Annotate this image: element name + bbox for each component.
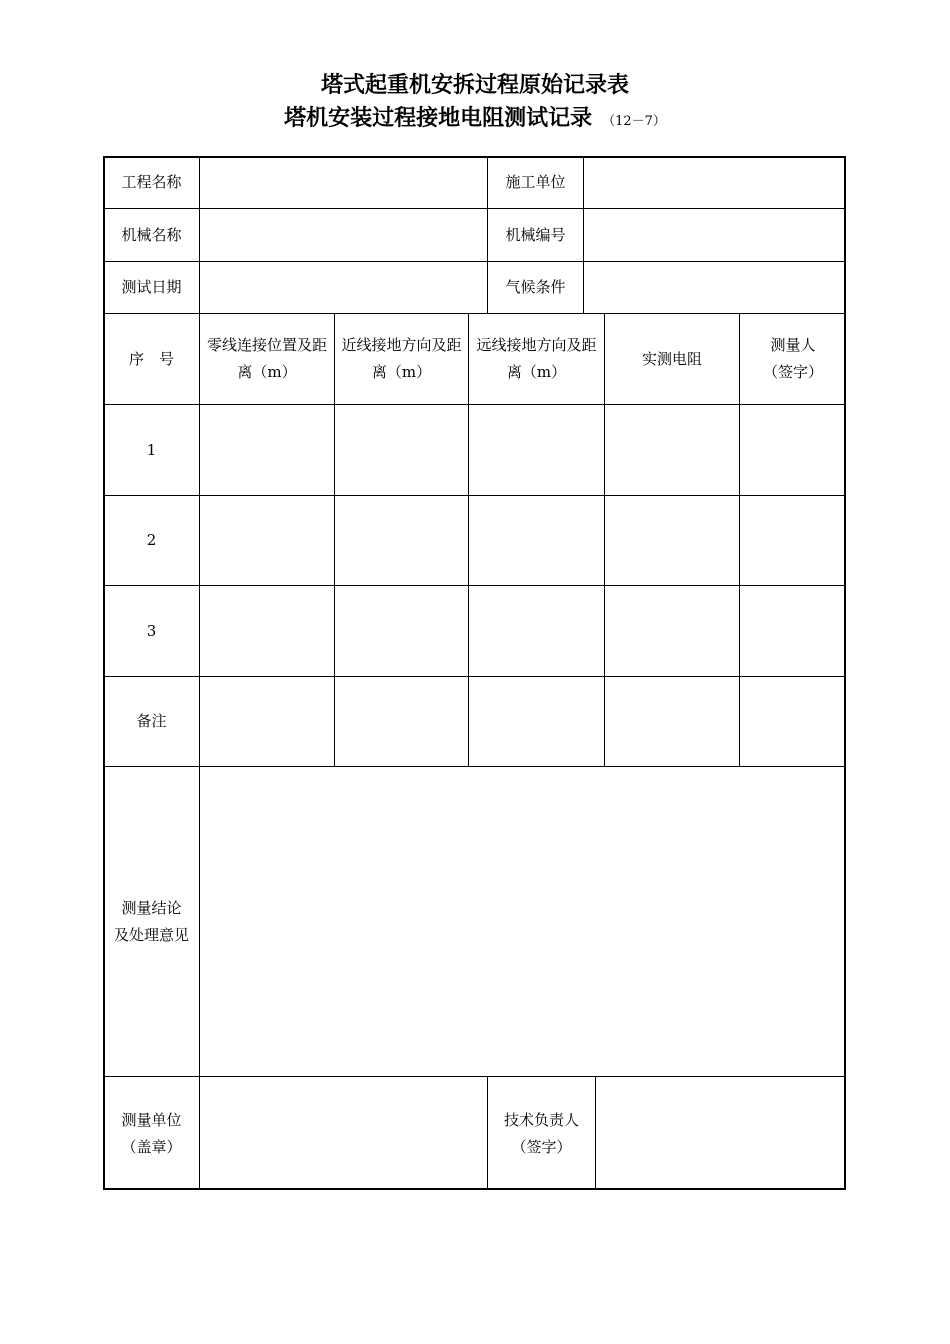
far-line-header-line1: 远线接地方向及距 [476,336,597,354]
far-line-header-line2: 离（m） [506,363,567,381]
tech-lead-signature-field[interactable] [596,1077,846,1190]
tech-lead-label-line1: 技术负责人 [503,1110,579,1129]
machine-name-label: 机械名称 [121,225,182,244]
measurer-header-line2: （签字） [762,363,823,381]
seq-header: 序 号 [128,349,174,368]
remarks-label: 备注 [136,712,167,730]
row-number-3: 3 [146,621,157,640]
conclusion-field[interactable] [200,767,846,1076]
row-1-zero-line-cell[interactable] [200,405,334,495]
row-1-near-line-cell[interactable] [335,405,468,495]
row-1-measurer-cell[interactable] [740,405,846,495]
remarks-near-line-cell[interactable] [335,677,468,766]
far-line-header [469,314,604,404]
row-2-zero-line-cell[interactable] [200,496,334,585]
row-3-measurer-cell[interactable] [740,586,846,676]
tech-lead-label-line2: （签字） [511,1137,572,1156]
row-number-1: 1 [146,440,157,459]
machine-number-label: 机械编号 [505,225,566,244]
measuring-unit-label-line1: 测量单位 [121,1110,182,1129]
project-name-label: 工程名称 [121,173,182,191]
row-1-resistance-cell[interactable] [605,405,739,495]
machine-name-field[interactable] [200,209,487,261]
zero-line-header-line2: 离（m） [237,363,297,381]
row-1-far-line-cell[interactable] [469,405,604,495]
test-date-field[interactable] [200,262,487,313]
form-title: 塔式起重机安拆过程原始记录表 [320,73,629,98]
remarks-far-line-cell[interactable] [469,677,604,766]
project-name-field[interactable] [200,156,487,209]
measuring-unit-label [103,1077,200,1190]
row-2-measurer-cell[interactable] [740,496,846,585]
machine-number-field[interactable] [584,209,846,261]
row-3-far-line-cell[interactable] [469,586,604,676]
near-line-header-line2: 离（m） [371,363,432,381]
row-3-near-line-cell[interactable] [335,586,468,676]
form-code: （12－7） [602,114,666,129]
form-subtitle-text: 塔机安装过程接地电阻测试记录 [284,106,593,131]
tech-lead-label [488,1077,595,1190]
row-number-2: 2 [146,531,157,549]
near-line-header-line1: 近线接地方向及距 [341,336,462,354]
conclusion-label-line2: 及处理意见 [113,925,189,944]
record-table [103,156,846,1190]
zero-line-header-line1: 零线连接位置及距 [206,336,327,354]
remarks-resistance-cell[interactable] [605,677,739,766]
near-line-header [335,314,468,404]
row-3-resistance-cell[interactable] [605,586,739,676]
conclusion-label [103,767,200,1076]
row-2-resistance-cell[interactable] [605,496,739,585]
construction-unit-field[interactable] [584,156,846,209]
test-date-label: 测试日期 [121,278,182,296]
resistance-header: 实测电阻 [641,349,702,368]
weather-label: 气候条件 [505,278,566,296]
zero-line-header [200,314,334,404]
row-2-near-line-cell[interactable] [335,496,468,585]
measuring-unit-label-line2: （盖章） [121,1137,182,1156]
weather-field[interactable] [584,262,846,313]
row-2-far-line-cell[interactable] [469,496,604,585]
form-subtitle [0,101,950,132]
row-3-zero-line-cell[interactable] [200,586,334,676]
conclusion-label-line1: 测量结论 [121,898,182,917]
measurer-header [740,314,846,404]
measurer-header-line1: 测量人 [770,336,816,354]
construction-unit-label: 施工单位 [505,173,566,191]
remarks-zero-line-cell[interactable] [200,677,334,766]
measuring-unit-field[interactable] [200,1077,487,1190]
remarks-measurer-cell[interactable] [740,677,846,766]
